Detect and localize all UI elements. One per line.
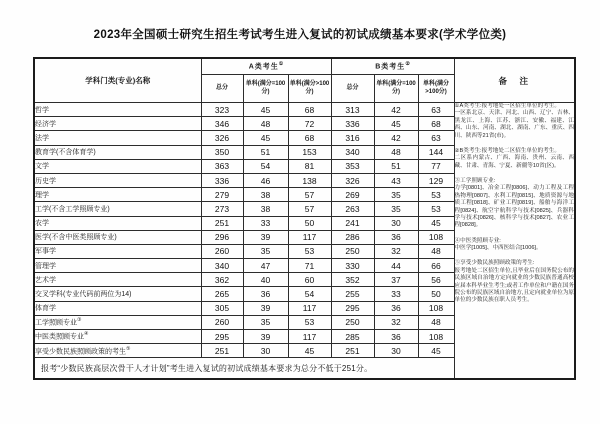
b-total-cell: 352 bbox=[331, 273, 374, 287]
b-total-cell: 263 bbox=[331, 202, 374, 216]
b-single-gt100-cell: 45 bbox=[418, 344, 454, 358]
b-total-cell: 241 bbox=[331, 216, 374, 230]
subject-name-cell: 理学 bbox=[34, 188, 201, 202]
a-single-gt100-cell: 81 bbox=[288, 159, 331, 173]
a-single-eq100-cell: 38 bbox=[243, 202, 288, 216]
a-single-gt100-cell: 138 bbox=[288, 173, 331, 187]
subject-column-header: 学科门类(专业)名称 bbox=[34, 58, 201, 103]
subject-name-cell: 体育学 bbox=[34, 301, 201, 315]
a-single-eq100-cell: 54 bbox=[243, 159, 288, 173]
b-single-gt100-header: 单科(满分>100分) bbox=[418, 75, 454, 103]
a-total-cell: 260 bbox=[201, 244, 243, 258]
b-single-eq100-cell: 35 bbox=[374, 202, 418, 216]
table-row bbox=[34, 103, 575, 117]
score-table bbox=[33, 57, 576, 380]
a-single-gt100-cell: 57 bbox=[288, 202, 331, 216]
a-total-cell: 346 bbox=[201, 117, 243, 131]
row-footnote-mark: ③ bbox=[77, 317, 82, 324]
a-single-gt100-cell: 54 bbox=[288, 287, 331, 301]
b-total-cell: 316 bbox=[331, 131, 374, 145]
subject-name-cell: 军事学 bbox=[34, 244, 201, 258]
b-single-gt100-cell: 68 bbox=[418, 117, 454, 131]
a-single-eq100-cell: 36 bbox=[243, 287, 288, 301]
subject-name-cell: 农学 bbox=[34, 216, 201, 230]
b-single-gt100-cell: 63 bbox=[418, 131, 454, 145]
subject-name-cell: 工学照顾专业③ bbox=[34, 315, 201, 329]
remark-paragraph: 二区系内蒙古、广西、海南、贵州、云南、西藏、甘肃、青海、宁夏、新疆等10省(区)。 bbox=[454, 155, 575, 169]
a-total-cell: 295 bbox=[201, 330, 243, 344]
b-total-cell: 330 bbox=[331, 259, 374, 273]
subject-name-cell: 中医类照顾专业④ bbox=[34, 330, 201, 344]
b-single-eq100-cell: 30 bbox=[374, 216, 418, 230]
b-single-eq100-cell: 32 bbox=[374, 315, 418, 329]
page-title: 2023年全国硕士研究生招生考试考生进入复试的初试成绩基本要求(学术学位类) bbox=[93, 29, 507, 41]
a-single-gt100-header: 单科(满分>100分) bbox=[288, 75, 331, 103]
a-total-cell: 305 bbox=[201, 301, 243, 315]
b-single-eq100-cell: 45 bbox=[374, 117, 418, 131]
a-total-cell: 340 bbox=[201, 259, 243, 273]
remark-paragraph: 一区系北京、天津、河北、山西、辽宁、吉林、黑龙江、上海、江苏、浙江、安徽、福建、江西、山东、河南、湖北、湖南、广东、重庆、四川、陕西等21省(市)。 bbox=[454, 110, 575, 139]
a-single-eq100-cell: 51 bbox=[243, 145, 288, 159]
remark-paragraph: ③工学照顾专业: bbox=[454, 178, 496, 184]
remark-paragraph: ⑤享受少数民族照顾政策的考生: bbox=[454, 260, 535, 267]
group-b-header bbox=[331, 58, 454, 75]
b-single-gt100-cell: 77 bbox=[418, 159, 454, 173]
subject-name-cell: 历史学 bbox=[34, 173, 201, 187]
a-total-cell: 265 bbox=[201, 287, 243, 301]
a-single-eq100-cell: 45 bbox=[243, 103, 288, 117]
a-single-eq100-cell: 35 bbox=[243, 244, 288, 258]
subject-name-cell: 法学 bbox=[34, 131, 201, 145]
a-single-gt100-cell: 153 bbox=[288, 145, 331, 159]
a-single-eq100-cell: 30 bbox=[243, 344, 288, 358]
a-single-eq100-cell: 40 bbox=[243, 273, 288, 287]
a-total-cell: 362 bbox=[201, 273, 243, 287]
b-single-gt100-cell: 108 bbox=[418, 330, 454, 344]
b-single-eq100-cell: 36 bbox=[374, 230, 418, 244]
subject-name-cell: 艺术学 bbox=[34, 273, 201, 287]
group-b-label: B类考生 bbox=[375, 63, 406, 71]
b-single-gt100-cell: 108 bbox=[418, 301, 454, 315]
b-single-gt100-cell: 53 bbox=[418, 202, 454, 216]
b-single-gt100-cell: 45 bbox=[418, 216, 454, 230]
b-total-cell: 269 bbox=[331, 188, 374, 202]
a-total-cell: 251 bbox=[201, 216, 243, 230]
a-total-cell: 296 bbox=[201, 230, 243, 244]
b-single-gt100-cell: 48 bbox=[418, 244, 454, 258]
b-total-cell: 285 bbox=[331, 330, 374, 344]
subject-name-cell: 享受少数民族照顾政策的考生⑤ bbox=[34, 344, 201, 358]
b-single-gt100-cell: 144 bbox=[418, 145, 454, 159]
group-a-label: A类考生 bbox=[248, 63, 279, 71]
a-single-eq100-cell: 39 bbox=[243, 330, 288, 344]
remark-paragraph: 报考地处二区招生单位,且毕业后在国务院公布的民族区域自治地方定向就业的少数民族普通高校应届本科毕业生考生;或者工作单位和户籍在国务院公布的民族区域自治地方,且定向就业单位为原单位的少数民族在职人员考生。 bbox=[454, 267, 575, 304]
b-single-gt100-cell: 48 bbox=[418, 315, 454, 329]
b-total-cell: 326 bbox=[331, 173, 374, 187]
b-total-cell: 251 bbox=[331, 344, 374, 358]
group-b-footnote-mark: ② bbox=[405, 61, 410, 68]
footnote-text: 报考“少数民族高层次骨干人才计划”考生进入复试的初试成绩基本要求为总分不低于251分。 bbox=[34, 358, 454, 380]
b-single-eq100-cell: 35 bbox=[374, 188, 418, 202]
a-single-eq100-cell: 48 bbox=[243, 117, 288, 131]
a-single-eq100-cell: 39 bbox=[243, 301, 288, 315]
a-single-gt100-cell: 45 bbox=[288, 344, 331, 358]
b-single-eq100-cell: 30 bbox=[374, 344, 418, 358]
subject-name-cell: 教育学(不含体育学) bbox=[34, 145, 201, 159]
a-single-gt100-cell: 117 bbox=[288, 330, 331, 344]
b-single-eq100-cell: 42 bbox=[374, 131, 418, 145]
remarks-cell bbox=[454, 103, 575, 380]
b-single-eq100-cell: 42 bbox=[374, 103, 418, 117]
a-single-gt100-cell: 50 bbox=[288, 216, 331, 230]
b-single-eq100-cell: 33 bbox=[374, 287, 418, 301]
b-single-eq100-cell: 51 bbox=[374, 159, 418, 173]
b-single-gt100-cell: 66 bbox=[418, 259, 454, 273]
a-single-gt100-cell: 68 bbox=[288, 103, 331, 117]
b-total-cell: 255 bbox=[331, 287, 374, 301]
a-single-gt100-cell: 71 bbox=[288, 259, 331, 273]
subject-name-cell: 经济学 bbox=[34, 117, 201, 131]
b-total-cell: 295 bbox=[331, 301, 374, 315]
a-total-header: 总分 bbox=[201, 75, 243, 103]
a-single-gt100-cell: 72 bbox=[288, 117, 331, 131]
subject-name-cell: 管理学 bbox=[34, 259, 201, 273]
b-total-cell: 250 bbox=[331, 244, 374, 258]
a-single-gt100-cell: 53 bbox=[288, 244, 331, 258]
a-total-cell: 279 bbox=[201, 188, 243, 202]
a-total-cell: 260 bbox=[201, 315, 243, 329]
subject-name-cell: 交叉学科(专业代码前两位为14) bbox=[34, 287, 201, 301]
b-total-header: 总分 bbox=[331, 75, 374, 103]
b-total-cell: 250 bbox=[331, 315, 374, 329]
b-total-cell: 286 bbox=[331, 230, 374, 244]
a-single-gt100-cell: 60 bbox=[288, 273, 331, 287]
b-total-cell: 313 bbox=[331, 103, 374, 117]
remark-paragraph: 中医学[1005]、中西医结合[1006]。 bbox=[454, 245, 542, 251]
b-total-cell: 353 bbox=[331, 159, 374, 173]
b-single-eq100-cell: 48 bbox=[374, 145, 418, 159]
a-single-eq100-cell: 45 bbox=[243, 131, 288, 145]
row-footnote-mark: ⑤ bbox=[126, 345, 131, 352]
b-single-gt100-cell: 53 bbox=[418, 188, 454, 202]
b-single-gt100-cell: 50 bbox=[418, 287, 454, 301]
a-single-eq100-cell: 38 bbox=[243, 188, 288, 202]
a-total-cell: 273 bbox=[201, 202, 243, 216]
b-single-gt100-cell: 129 bbox=[418, 173, 454, 187]
b-single-eq100-cell: 36 bbox=[374, 330, 418, 344]
a-single-gt100-cell: 57 bbox=[288, 188, 331, 202]
a-total-cell: 326 bbox=[201, 131, 243, 145]
group-a-header bbox=[201, 58, 331, 75]
b-single-eq100-cell: 43 bbox=[374, 173, 418, 187]
a-single-eq100-header: 单科(满分=100分) bbox=[243, 75, 288, 103]
b-single-eq100-cell: 44 bbox=[374, 259, 418, 273]
a-total-cell: 336 bbox=[201, 173, 243, 187]
a-single-eq100-cell: 35 bbox=[243, 315, 288, 329]
remark-paragraph: ④中医类照顾专业: bbox=[454, 237, 501, 244]
b-single-gt100-cell: 63 bbox=[418, 103, 454, 117]
remarks-column-header: 备 注 bbox=[454, 58, 575, 103]
b-single-eq100-cell: 36 bbox=[374, 301, 418, 315]
a-single-eq100-cell: 33 bbox=[243, 216, 288, 230]
a-single-gt100-cell: 117 bbox=[288, 301, 331, 315]
remark-paragraph: ①A类考生:报考地处一区招生单位的考生。 bbox=[454, 103, 560, 109]
a-total-cell: 251 bbox=[201, 344, 243, 358]
row-footnote-mark: ④ bbox=[84, 331, 89, 338]
a-single-eq100-cell: 47 bbox=[243, 259, 288, 273]
subject-name-cell: 哲学 bbox=[34, 103, 201, 117]
subject-name-cell: 文学 bbox=[34, 159, 201, 173]
a-total-cell: 323 bbox=[201, 103, 243, 117]
a-single-gt100-cell: 117 bbox=[288, 230, 331, 244]
a-total-cell: 363 bbox=[201, 159, 243, 173]
subject-name-cell: 医学(不含中医类照顾专业) bbox=[34, 230, 201, 244]
b-single-eq100-cell: 32 bbox=[374, 244, 418, 258]
b-single-eq100-header: 单科(满分=100分) bbox=[374, 75, 418, 103]
subject-name-cell: 工学(不含工学照顾专业) bbox=[34, 202, 201, 216]
header-row-groups bbox=[34, 58, 575, 75]
a-single-gt100-cell: 68 bbox=[288, 131, 331, 145]
table-body bbox=[34, 58, 575, 379]
a-single-eq100-cell: 39 bbox=[243, 230, 288, 244]
b-single-gt100-cell: 56 bbox=[418, 273, 454, 287]
b-single-eq100-cell: 37 bbox=[374, 273, 418, 287]
b-single-gt100-cell: 108 bbox=[418, 230, 454, 244]
group-a-footnote-mark: ① bbox=[278, 61, 284, 68]
b-total-cell: 340 bbox=[331, 145, 374, 159]
b-total-cell: 336 bbox=[331, 117, 374, 131]
a-single-gt100-cell: 53 bbox=[288, 315, 331, 329]
a-total-cell: 350 bbox=[201, 145, 243, 159]
remark-paragraph: ②B类考生:报考地处二区招生单位的考生。 bbox=[454, 147, 560, 154]
remark-paragraph: 力学[0801]、冶金工程[0806]、动力工程及工程热物理[0807]、水利工程[0815]、地质资源与地质工程[0818]、矿业工程[0819]、船舶与海洋工程[0824]、航空宇航科学与技术[0825]、兵器科学与技术[0826]、核科学与技术[0827]、农业工程[0828]。 bbox=[454, 185, 575, 229]
a-single-eq100-cell: 46 bbox=[243, 173, 288, 187]
